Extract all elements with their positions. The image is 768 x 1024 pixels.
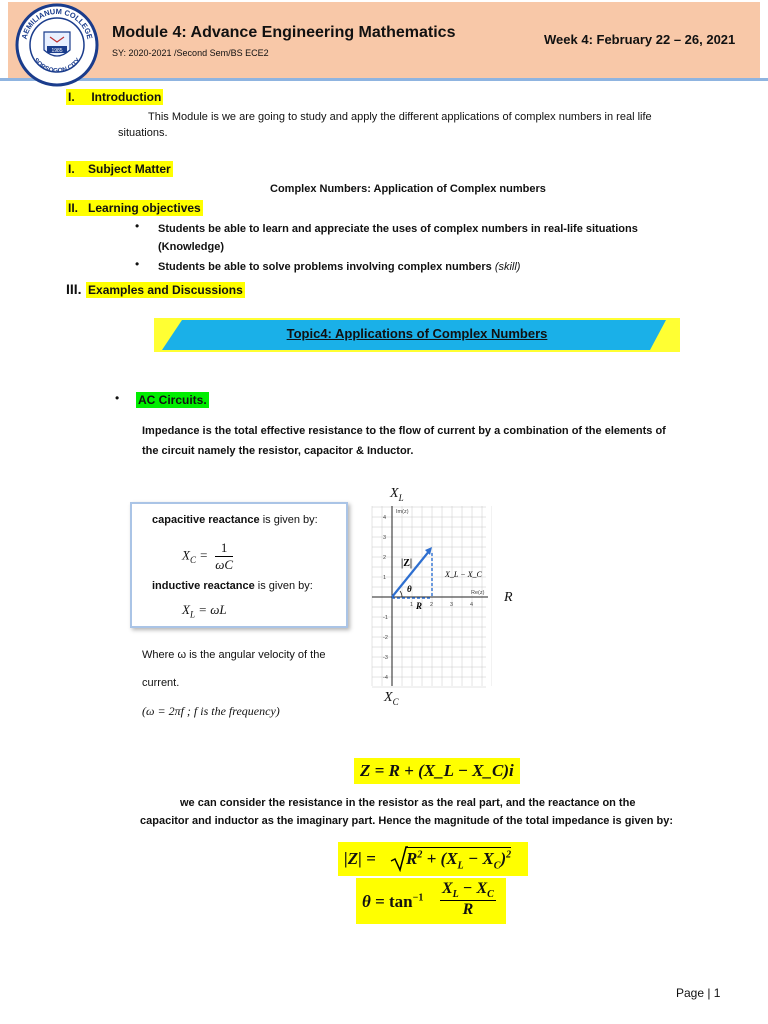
where-line-2: current. (142, 677, 180, 689)
r-small-label: R (416, 601, 423, 611)
magnitude-formula: |Z| = $R^2 + (X_L - X_C)^2$ (338, 842, 528, 876)
y-tick-label: 4 (383, 515, 387, 521)
theta-label: θ (407, 584, 412, 594)
graph-axes (372, 506, 488, 686)
objective-1b: (Knowledge) (158, 241, 224, 253)
theta-arc (400, 591, 402, 597)
impedance-text-1: is the total effective resistance to the flow of current by a combination of the elements of (199, 425, 666, 437)
objectives-num: II. (68, 201, 79, 215)
bullet-icon: • (115, 391, 120, 405)
inductive-formula: $X_L = \omega L$ (182, 602, 227, 620)
y-tick-label: 2 (383, 555, 387, 561)
y-tick-label: 3 (383, 535, 387, 541)
school-year: SY: 2020-2021 /Second Sem/BS ECE2 (112, 48, 269, 58)
impedance-line-1 (142, 422, 666, 440)
module-title: Module 4: Advance Engineering Mathematics (112, 24, 456, 41)
x-tick-label: 3 (450, 602, 454, 608)
subject-label: Subject Matter (88, 162, 171, 176)
inductive-suffix: is given by: (254, 580, 313, 592)
y-tick-label: -1 (383, 615, 388, 621)
xl-label: X (390, 486, 399, 501)
theta-formula: $\theta = \tan^{-1}$ $X_L - X_C$ R (356, 878, 506, 924)
inductive-line (152, 580, 313, 592)
examples-num: III. (66, 281, 82, 297)
y-tick-label: 1 (383, 575, 387, 581)
x-tick-label: 2 (430, 602, 434, 608)
intro-text-2: situations. (118, 127, 168, 139)
capacitive-line (152, 514, 318, 526)
y-tick-label: -4 (383, 675, 388, 681)
objective-1a: Students be able to learn and appreciate the uses of complex numbers in real-life situations (158, 223, 638, 235)
week-label: Week 4: February 22 – 26, 2021 (544, 32, 736, 47)
topic-title: Topic4: Applications of Complex Numbers (286, 326, 548, 341)
objectives-heading (66, 200, 203, 216)
inductive-label: inductive reactance (152, 580, 255, 592)
y-tick-label: -2 (383, 635, 388, 641)
bullet-icon: • (135, 257, 140, 271)
bullet-icon: • (135, 219, 140, 233)
objective-2-italic: (skill) (494, 261, 521, 273)
introduction-heading (66, 89, 163, 105)
impedance-graph (370, 502, 492, 688)
impedance-line-2: the circuit namely the resistor, capacitor & Inductor. (142, 445, 414, 457)
subject-heading (66, 161, 173, 177)
xl-minus-xc-label: X_L − X_C (445, 570, 482, 579)
header-divider (0, 78, 768, 81)
examples-heading (66, 281, 245, 299)
impedance-word: Impedance (142, 425, 200, 437)
re-axis-label: Re(z) (471, 590, 485, 596)
college-seal-icon (14, 2, 100, 88)
graph-xc-label (384, 690, 399, 707)
subject-num: I. (68, 162, 75, 176)
intro-num: I. (68, 90, 75, 104)
capacitive-label: capacitive reactance (152, 514, 260, 526)
logo-year: 1985 (51, 48, 63, 54)
subject-text: Complex Numbers: Application of Complex numbers (270, 183, 546, 195)
where-line-3: (ω = 2πf ; f is the frequency) (142, 704, 280, 718)
graph-r-label: R (504, 590, 513, 605)
xl-sub: L (398, 492, 404, 503)
intro-label: Introduction (91, 90, 162, 104)
capacitive-suffix: is given by: (259, 514, 318, 526)
examples-label: Examples and Discussions (88, 283, 243, 297)
objectives-label: Learning objectives (88, 201, 201, 215)
impedance-equation: Z = R + (X_L − X_C)i (354, 758, 520, 784)
ac-circuits-label: AC Circuits. (138, 393, 207, 407)
objective-2 (158, 258, 520, 276)
x-tick-label: 1 (410, 602, 414, 608)
explain-line-2: capacitor and inductor as the imaginary part. Hence the magnitude of the total impedance is given by: (140, 815, 673, 827)
page-number: Page | 1 (676, 986, 721, 1000)
xc-label: X (384, 690, 393, 705)
intro-text-1: This Module is we are going to study and apply the different applications of complex numbers in real life (148, 111, 652, 123)
im-axis-label: Im(z) (396, 509, 409, 515)
x-tick-label: 4 (470, 602, 474, 608)
graph-xl-label (390, 486, 404, 503)
logo-bottom-text: SORSOGON CITY (31, 56, 83, 75)
z-magnitude-label: |Z| (401, 558, 413, 569)
logo-top-text: AEMILIANUM COLLEGE (19, 6, 95, 41)
where-line-1: Where ω is the angular velocity of the (142, 649, 326, 661)
explain-line-1: we can consider the resistance in the resistor as the real part, and the reactance on the (180, 797, 636, 809)
y-tick-label: -3 (383, 655, 388, 661)
xc-sub: C (392, 696, 399, 707)
reactance-box (130, 502, 348, 628)
objective-2-text: Students be able to solve problems involving complex numbers (158, 261, 492, 273)
capacitive-formula: $X_C$ = $\frac{1}{\omega C}$ (182, 540, 234, 572)
